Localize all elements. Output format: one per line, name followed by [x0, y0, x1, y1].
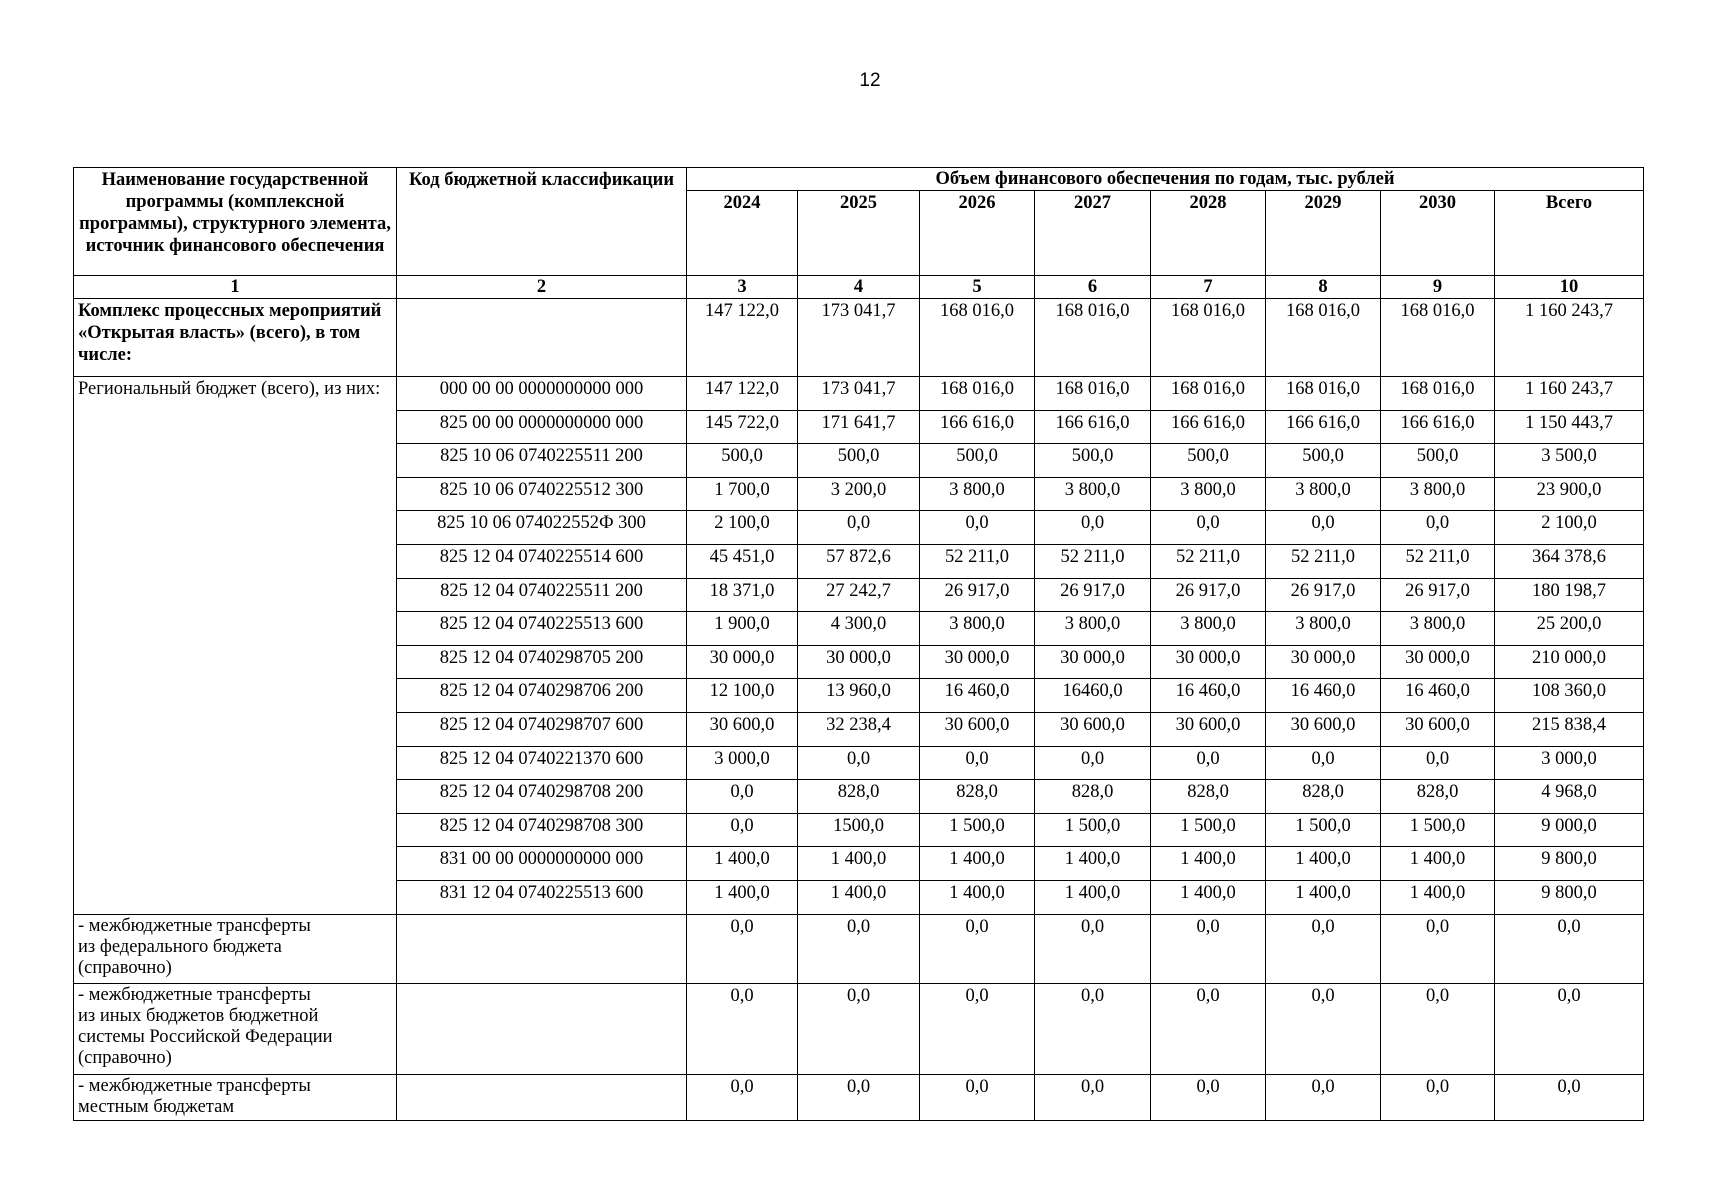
amount-cell: 500,0 [1381, 444, 1495, 478]
amount-cell: 1 400,0 [1035, 880, 1151, 914]
amount-cell: 168 016,0 [1381, 377, 1495, 411]
amount-cell: 1 500,0 [1151, 813, 1266, 847]
amount-cell: 168 016,0 [920, 377, 1035, 411]
transfer-name [74, 1074, 397, 1120]
transfer-name-line: из иных бюджетов бюджетной [78, 1005, 319, 1026]
amount-cell: 0,0 [1035, 511, 1151, 545]
amount-cell: 364 378,6 [1495, 544, 1644, 578]
amount-cell: 23 900,0 [1495, 477, 1644, 511]
transfer-value: 0,0 [687, 914, 798, 983]
amount-cell: 0,0 [920, 746, 1035, 780]
amount-cell: 12 100,0 [687, 679, 798, 713]
amount-cell: 45 451,0 [687, 544, 798, 578]
amount-cell: 0,0 [1035, 746, 1151, 780]
amount-cell: 108 360,0 [1495, 679, 1644, 713]
budget-code: 825 12 04 0740221370 600 [397, 746, 687, 780]
amount-cell: 1 400,0 [687, 880, 798, 914]
transfer-value: 0,0 [1381, 1074, 1495, 1120]
budget-code: 825 12 04 0740225513 600 [397, 612, 687, 646]
header-year: 2026 [920, 191, 1035, 276]
budget-code: 825 00 00 0000000000 000 [397, 410, 687, 444]
header-year: 2030 [1381, 191, 1495, 276]
transfer-value: 0,0 [1151, 914, 1266, 983]
amount-cell: 3 800,0 [1151, 612, 1266, 646]
amount-cell: 2 100,0 [1495, 511, 1644, 545]
amount-cell: 4 968,0 [1495, 780, 1644, 814]
amount-cell: 500,0 [920, 444, 1035, 478]
transfer-name-line: (справочно) [78, 1047, 172, 1068]
column-number: 4 [798, 276, 920, 299]
transfer-row [74, 1074, 1644, 1120]
amount-cell: 0,0 [1381, 746, 1495, 780]
page-number: 12 [859, 70, 881, 91]
column-number: 9 [1381, 276, 1495, 299]
budget-code: 825 12 04 0740298705 200 [397, 645, 687, 679]
amount-cell: 30 600,0 [1381, 712, 1495, 746]
header-row [74, 168, 1644, 191]
amount-cell: 16 460,0 [920, 679, 1035, 713]
amount-cell: 1 400,0 [1381, 880, 1495, 914]
transfer-value: 0,0 [798, 1074, 920, 1120]
amount-cell: 9 800,0 [1495, 847, 1644, 881]
transfer-value: 0,0 [1495, 983, 1644, 1074]
header-year: 2024 [687, 191, 798, 276]
amount-cell: 828,0 [1381, 780, 1495, 814]
transfer-value: 0,0 [1266, 914, 1381, 983]
budget-code: 831 00 00 0000000000 000 [397, 847, 687, 881]
complex-row [74, 299, 1644, 377]
amount-cell: 3 800,0 [1035, 477, 1151, 511]
amount-cell: 0,0 [798, 511, 920, 545]
header-year: 2025 [798, 191, 920, 276]
budget-code: 825 10 06 074022552Ф 300 [397, 511, 687, 545]
amount-cell: 173 041,7 [798, 377, 920, 411]
header-volume-group: Объем финансового обеспечения по годам, тыс. рублей [687, 168, 1644, 191]
amount-cell: 168 016,0 [1266, 377, 1381, 411]
transfer-value: 0,0 [798, 914, 920, 983]
amount-cell: 828,0 [1035, 780, 1151, 814]
amount-cell: 500,0 [1151, 444, 1266, 478]
transfer-value: 0,0 [1035, 1074, 1151, 1120]
amount-cell: 52 211,0 [1381, 544, 1495, 578]
amount-cell: 0,0 [1266, 746, 1381, 780]
amount-cell: 3 800,0 [920, 477, 1035, 511]
amount-cell: 3 200,0 [798, 477, 920, 511]
amount-cell: 18 371,0 [687, 578, 798, 612]
transfer-value: 0,0 [920, 983, 1035, 1074]
amount-cell: 1 400,0 [1151, 847, 1266, 881]
table-row [74, 377, 1644, 411]
amount-cell: 0,0 [920, 511, 1035, 545]
amount-cell: 1 500,0 [1035, 813, 1151, 847]
amount-cell: 0,0 [687, 780, 798, 814]
amount-cell: 26 917,0 [1035, 578, 1151, 612]
transfer-name [74, 983, 397, 1074]
amount-cell: 1 400,0 [1381, 847, 1495, 881]
amount-cell: 0,0 [1381, 511, 1495, 545]
amount-cell: 147 122,0 [687, 377, 798, 411]
complex-name: Комплекс процессных мероприятий «Открытая власть» (всего), в том числе: [74, 299, 397, 377]
amount-cell: 1 500,0 [920, 813, 1035, 847]
column-number: 7 [1151, 276, 1266, 299]
complex-value: 168 016,0 [1151, 299, 1266, 377]
amount-cell: 4 300,0 [798, 612, 920, 646]
amount-cell: 30 000,0 [798, 645, 920, 679]
transfer-value: 0,0 [1035, 914, 1151, 983]
budget-code: 825 10 06 0740225511 200 [397, 444, 687, 478]
amount-cell: 166 616,0 [1035, 410, 1151, 444]
transfer-code [397, 1074, 687, 1120]
complex-code [397, 299, 687, 377]
complex-value: 168 016,0 [1035, 299, 1151, 377]
amount-cell: 3 800,0 [920, 612, 1035, 646]
amount-cell: 180 198,7 [1495, 578, 1644, 612]
amount-cell: 3 800,0 [1381, 612, 1495, 646]
column-number: 10 [1495, 276, 1644, 299]
amount-cell: 500,0 [1035, 444, 1151, 478]
amount-cell: 52 211,0 [1266, 544, 1381, 578]
amount-cell: 171 641,7 [798, 410, 920, 444]
transfer-value: 0,0 [1266, 983, 1381, 1074]
transfer-value: 0,0 [1151, 983, 1266, 1074]
column-number: 5 [920, 276, 1035, 299]
financing-table [73, 167, 1644, 1121]
amount-cell: 52 211,0 [1035, 544, 1151, 578]
amount-cell: 500,0 [687, 444, 798, 478]
amount-cell: 1 500,0 [1381, 813, 1495, 847]
amount-cell: 30 000,0 [1151, 645, 1266, 679]
budget-code: 825 10 06 0740225512 300 [397, 477, 687, 511]
column-number: 2 [397, 276, 687, 299]
transfer-name-line: системы Российской Федерации [78, 1026, 333, 1047]
column-number: 6 [1035, 276, 1151, 299]
amount-cell: 3 000,0 [1495, 746, 1644, 780]
amount-cell: 16 460,0 [1381, 679, 1495, 713]
transfer-code [397, 983, 687, 1074]
amount-cell: 1 400,0 [798, 847, 920, 881]
amount-cell: 9 800,0 [1495, 880, 1644, 914]
transfer-value: 0,0 [1495, 914, 1644, 983]
amount-cell: 1 400,0 [920, 847, 1035, 881]
amount-cell: 30 600,0 [1151, 712, 1266, 746]
amount-cell: 30 000,0 [1035, 645, 1151, 679]
transfer-name-line: - межбюджетные трансферты [78, 915, 311, 936]
amount-cell: 16460,0 [1035, 679, 1151, 713]
amount-cell: 1 400,0 [687, 847, 798, 881]
amount-cell: 1 400,0 [798, 880, 920, 914]
amount-cell: 30 600,0 [1035, 712, 1151, 746]
complex-value: 1 160 243,7 [1495, 299, 1644, 377]
transfer-name [74, 914, 397, 983]
amount-cell: 3 800,0 [1266, 612, 1381, 646]
amount-cell: 1 500,0 [1266, 813, 1381, 847]
budget-code: 825 12 04 0740298707 600 [397, 712, 687, 746]
header-year: Всего [1495, 191, 1644, 276]
amount-cell: 168 016,0 [1151, 377, 1266, 411]
amount-cell: 1 400,0 [1151, 880, 1266, 914]
budget-code: 825 12 04 0740298708 200 [397, 780, 687, 814]
complex-value: 173 041,7 [798, 299, 920, 377]
header-year: 2027 [1035, 191, 1151, 276]
amount-cell: 2 100,0 [687, 511, 798, 545]
amount-cell: 168 016,0 [1035, 377, 1151, 411]
transfer-name-line: местным бюджетам [78, 1096, 235, 1117]
amount-cell: 26 917,0 [1151, 578, 1266, 612]
amount-cell: 1 160 243,7 [1495, 377, 1644, 411]
amount-cell: 3 800,0 [1266, 477, 1381, 511]
budget-code: 825 12 04 0740298706 200 [397, 679, 687, 713]
amount-cell: 166 616,0 [1381, 410, 1495, 444]
amount-cell: 0,0 [1151, 746, 1266, 780]
transfer-value: 0,0 [1381, 914, 1495, 983]
amount-cell: 30 600,0 [1266, 712, 1381, 746]
complex-value: 147 122,0 [687, 299, 798, 377]
column-number: 1 [74, 276, 397, 299]
column-number: 3 [687, 276, 798, 299]
transfer-row [74, 983, 1644, 1074]
amount-cell: 828,0 [1266, 780, 1381, 814]
amount-cell: 0,0 [1266, 511, 1381, 545]
amount-cell: 3 800,0 [1035, 612, 1151, 646]
transfer-value: 0,0 [687, 983, 798, 1074]
amount-cell: 57 872,6 [798, 544, 920, 578]
amount-cell: 0,0 [687, 813, 798, 847]
header-code-column: Код бюджетной классификации [397, 168, 687, 276]
amount-cell: 828,0 [920, 780, 1035, 814]
amount-cell: 0,0 [798, 746, 920, 780]
amount-cell: 1 400,0 [1035, 847, 1151, 881]
transfer-name-line: из федерального бюджета [78, 936, 282, 957]
amount-cell: 828,0 [1151, 780, 1266, 814]
amount-cell: 9 000,0 [1495, 813, 1644, 847]
amount-cell: 30 600,0 [920, 712, 1035, 746]
header-name-column: Наименование государственной программы (комплексной программы), структурного элемента, источник финансового обеспечения [74, 168, 397, 276]
amount-cell: 16 460,0 [1151, 679, 1266, 713]
regional-budget-name: Региональный бюджет (всего), из них: [74, 377, 397, 915]
column-number: 8 [1266, 276, 1381, 299]
amount-cell: 26 917,0 [1381, 578, 1495, 612]
amount-cell: 3 500,0 [1495, 444, 1644, 478]
header-year: 2029 [1266, 191, 1381, 276]
transfer-value: 0,0 [798, 983, 920, 1074]
amount-cell: 1 400,0 [920, 880, 1035, 914]
amount-cell: 3 800,0 [1381, 477, 1495, 511]
header-year: 2028 [1151, 191, 1266, 276]
transfer-value: 0,0 [920, 1074, 1035, 1120]
amount-cell: 1 400,0 [1266, 847, 1381, 881]
amount-cell: 52 211,0 [920, 544, 1035, 578]
transfer-value: 0,0 [1495, 1074, 1644, 1120]
transfer-value: 0,0 [1381, 983, 1495, 1074]
transfer-name-line: - межбюджетные трансферты [78, 984, 311, 1005]
transfer-value: 0,0 [687, 1074, 798, 1120]
budget-code: 825 12 04 0740225514 600 [397, 544, 687, 578]
amount-cell: 30 000,0 [1381, 645, 1495, 679]
amount-cell: 52 211,0 [1151, 544, 1266, 578]
amount-cell: 1 150 443,7 [1495, 410, 1644, 444]
amount-cell: 210 000,0 [1495, 645, 1644, 679]
transfer-value: 0,0 [1266, 1074, 1381, 1120]
budget-code: 825 12 04 0740298708 300 [397, 813, 687, 847]
amount-cell: 1 400,0 [1266, 880, 1381, 914]
amount-cell: 30 000,0 [1266, 645, 1381, 679]
amount-cell: 828,0 [798, 780, 920, 814]
column-numbers-row [74, 276, 1644, 299]
budget-code: 000 00 00 0000000000 000 [397, 377, 687, 411]
amount-cell: 3 000,0 [687, 746, 798, 780]
amount-cell: 0,0 [1151, 511, 1266, 545]
amount-cell: 30 600,0 [687, 712, 798, 746]
amount-cell: 145 722,0 [687, 410, 798, 444]
amount-cell: 215 838,4 [1495, 712, 1644, 746]
transfer-value: 0,0 [1035, 983, 1151, 1074]
amount-cell: 13 960,0 [798, 679, 920, 713]
transfer-value: 0,0 [1151, 1074, 1266, 1120]
amount-cell: 26 917,0 [920, 578, 1035, 612]
amount-cell: 25 200,0 [1495, 612, 1644, 646]
transfer-value: 0,0 [920, 914, 1035, 983]
budget-code: 831 12 04 0740225513 600 [397, 880, 687, 914]
amount-cell: 166 616,0 [1151, 410, 1266, 444]
transfer-name-line: (справочно) [78, 957, 172, 978]
amount-cell: 500,0 [798, 444, 920, 478]
complex-value: 168 016,0 [920, 299, 1035, 377]
amount-cell: 1500,0 [798, 813, 920, 847]
amount-cell: 1 900,0 [687, 612, 798, 646]
transfer-row [74, 914, 1644, 983]
amount-cell: 166 616,0 [1266, 410, 1381, 444]
complex-value: 168 016,0 [1266, 299, 1381, 377]
amount-cell: 166 616,0 [920, 410, 1035, 444]
complex-value: 168 016,0 [1381, 299, 1495, 377]
amount-cell: 500,0 [1266, 444, 1381, 478]
amount-cell: 16 460,0 [1266, 679, 1381, 713]
amount-cell: 27 242,7 [798, 578, 920, 612]
amount-cell: 30 000,0 [687, 645, 798, 679]
amount-cell: 26 917,0 [1266, 578, 1381, 612]
amount-cell: 3 800,0 [1151, 477, 1266, 511]
transfer-name-line: - межбюджетные трансферты [78, 1075, 311, 1096]
amount-cell: 30 000,0 [920, 645, 1035, 679]
amount-cell: 1 700,0 [687, 477, 798, 511]
amount-cell: 32 238,4 [798, 712, 920, 746]
budget-code: 825 12 04 0740225511 200 [397, 578, 687, 612]
transfer-code [397, 914, 687, 983]
